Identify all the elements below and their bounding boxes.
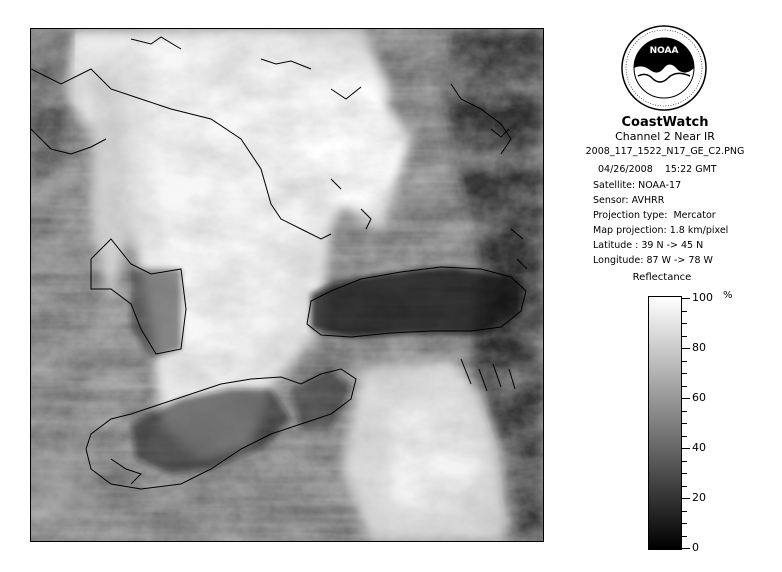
map-projection-label: Map projection: 1.8 km/pixel xyxy=(593,225,729,236)
colorbar-tick-mark xyxy=(682,373,687,374)
longitude-label: Longitude: 87 W -> 78 W xyxy=(593,255,713,266)
colorbar-tick-mark xyxy=(682,398,690,399)
noaa-logo-text: NOAA xyxy=(649,46,679,56)
colorbar-tick-mark xyxy=(682,536,687,537)
colorbar-tick-label: 60 xyxy=(692,391,706,404)
colorbar-tick-mark xyxy=(682,436,687,437)
acquisition-datetime: 04/26/2008 15:22 GMT xyxy=(598,164,717,175)
colorbar-tick-mark xyxy=(682,523,687,524)
colorbar-tick-label: 80 xyxy=(692,341,706,354)
colorbar-tick-mark xyxy=(682,511,687,512)
colorbar-tick-label: 20 xyxy=(692,491,706,504)
satellite-image xyxy=(30,28,544,542)
colorbar-title: Reflectance xyxy=(632,272,692,283)
colorbar-tick-mark xyxy=(682,386,687,387)
noaa-emblem-icon xyxy=(620,24,708,112)
colorbar-tick-mark xyxy=(682,336,687,337)
colorbar-tick-mark xyxy=(682,448,690,449)
noaa-logo xyxy=(620,24,708,112)
colorbar-tick-mark xyxy=(682,473,687,474)
colorbar-tick-label: 40 xyxy=(692,441,706,454)
colorbar-tick-mark xyxy=(682,423,687,424)
colorbar-tick-mark xyxy=(682,486,687,487)
colorbar-tick-mark xyxy=(682,548,690,549)
satellite-label: Satellite: NOAA-17 xyxy=(593,180,682,191)
projection-type-label: Projection type: Mercator xyxy=(593,210,716,221)
reflectance-colorbar xyxy=(648,296,682,550)
sensor-label: Sensor: AVHRR xyxy=(593,195,665,206)
colorbar-tick-mark xyxy=(682,498,690,499)
colorbar-tick-mark xyxy=(682,461,687,462)
product-title: CoastWatch xyxy=(621,115,709,130)
colorbar-tick-mark xyxy=(682,361,687,362)
colorbar-tick-label: 0 xyxy=(692,541,699,554)
colorbar-tick-mark xyxy=(682,298,690,299)
colorbar-tick-label: 100 xyxy=(692,291,713,304)
channel-subtitle: Channel 2 Near IR xyxy=(615,130,715,143)
colorbar-tick-mark xyxy=(682,411,687,412)
image-filename: 2008_117_1522_N17_GE_C2.PNG xyxy=(585,146,745,157)
colorbar-tick-mark xyxy=(682,323,687,324)
colorbar-tick-mark xyxy=(682,348,690,349)
latitude-label: Latitude : 39 N -> 45 N xyxy=(593,240,704,251)
satellite-map-svg xyxy=(31,29,543,541)
colorbar-tick-mark xyxy=(682,311,687,312)
colorbar-unit: % xyxy=(723,290,733,301)
